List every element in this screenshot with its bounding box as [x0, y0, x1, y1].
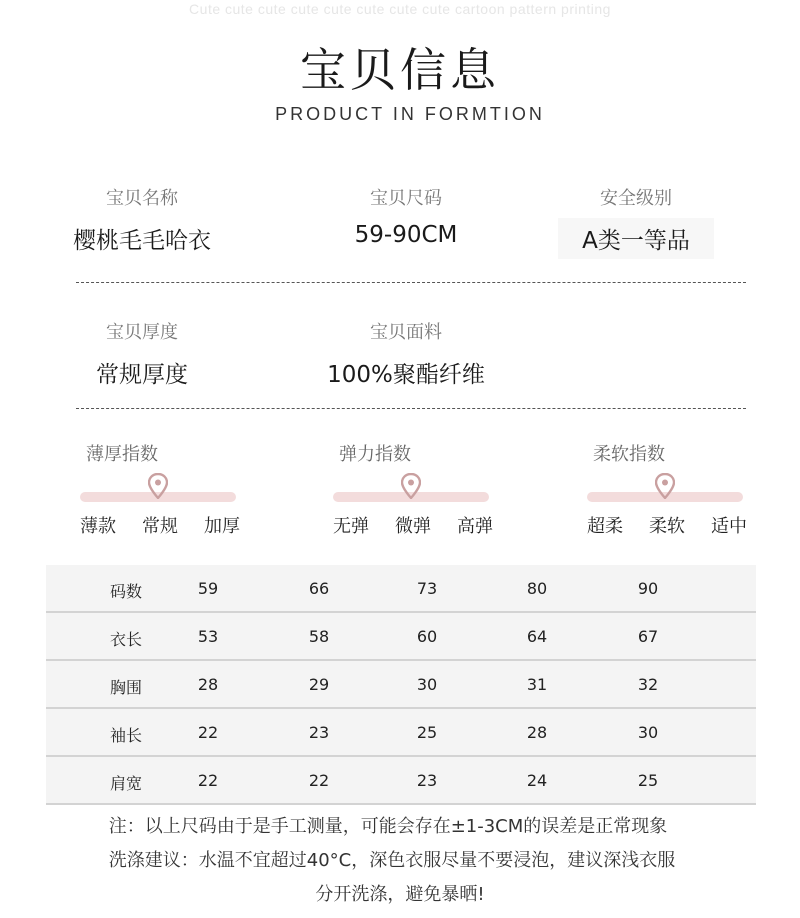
table-cell: 32 [637, 675, 659, 694]
info-fabric [316, 318, 496, 389]
info-thickness-label: 宝贝厚度 [106, 322, 178, 343]
index-elasticity-label: 弹力指数 [339, 444, 411, 465]
index-option: 超柔 [587, 516, 623, 537]
table-cell: 53 [197, 627, 219, 646]
divider [76, 408, 746, 409]
info-size [326, 184, 486, 248]
table-cell: 90 [637, 579, 659, 598]
size-table [46, 565, 756, 805]
info-name-label: 宝贝名称 [106, 188, 178, 209]
watermark-text: Cute cute cute cute cute cute cute cute cartoon pattern printing [189, 1, 611, 17]
table-cell: 30 [637, 723, 659, 742]
index-option: 适中 [711, 516, 747, 537]
table-cell: 28 [526, 723, 548, 742]
table-row [46, 661, 756, 709]
index-thickness [80, 440, 250, 537]
info-thickness-value: 常规厚度 [96, 362, 188, 388]
table-cell: 30 [416, 675, 438, 694]
table-cell: 22 [197, 723, 219, 742]
table-cell: 31 [526, 675, 548, 694]
index-elasticity [333, 440, 503, 537]
index-softness-label: 柔软指数 [593, 444, 665, 465]
table-row [46, 613, 756, 661]
table-row [46, 709, 756, 757]
divider [76, 282, 746, 283]
table-cell: 25 [416, 723, 438, 742]
table-cell: 29 [308, 675, 330, 694]
table-cell: 25 [637, 771, 659, 790]
table-row-header: 衣长 [109, 630, 142, 649]
table-row-header: 码数 [109, 582, 142, 601]
note-washing: 洗涤建议：水温不宜超过40°C，深色衣服尽量不要浸泡，建议深浅衣服 [108, 850, 676, 871]
page-title: 宝贝信息 [300, 43, 500, 97]
table-row-header: 袖长 [109, 726, 142, 745]
info-name-value: 樱桃毛毛哈衣 [73, 228, 211, 254]
index-option: 薄款 [80, 516, 116, 537]
location-pin-icon [401, 473, 421, 499]
table-cell: 22 [308, 771, 330, 790]
info-fabric-value: 100%聚酯纤维 [327, 362, 485, 388]
table-cell: 58 [308, 627, 330, 646]
table-row [46, 757, 756, 805]
index-option: 微弹 [395, 516, 431, 537]
index-thickness-label: 薄厚指数 [86, 444, 158, 465]
location-pin-icon [148, 473, 168, 499]
table-cell: 67 [637, 627, 659, 646]
page-subtitle: PRODUCT IN FORMTION [275, 104, 545, 124]
info-safety [556, 184, 716, 259]
info-thickness [62, 318, 222, 389]
index-softness [587, 440, 757, 537]
location-pin-icon [655, 473, 675, 499]
info-fabric-label: 宝贝面料 [370, 322, 442, 343]
table-row [46, 565, 756, 613]
table-row-header: 胸围 [109, 678, 142, 697]
index-option: 高弹 [457, 516, 493, 537]
table-cell: 80 [526, 579, 548, 598]
table-cell: 22 [197, 771, 219, 790]
table-cell: 23 [308, 723, 330, 742]
info-safety-label: 安全级别 [600, 188, 672, 209]
table-cell: 73 [416, 579, 438, 598]
table-cell: 60 [416, 627, 438, 646]
index-option: 柔软 [649, 516, 685, 537]
index-option: 加厚 [204, 516, 240, 537]
note-measurement: 注：以上尺码由于是手工测量，可能会存在±1-3CM的误差是正常现象 [108, 816, 668, 837]
table-cell: 28 [197, 675, 219, 694]
table-row-header: 肩宽 [109, 774, 142, 793]
info-size-label: 宝贝尺码 [370, 188, 442, 209]
table-cell: 23 [416, 771, 438, 790]
table-cell: 66 [308, 579, 330, 598]
table-cell: 24 [526, 771, 548, 790]
info-name [62, 184, 222, 255]
info-safety-value: A类一等品 [558, 218, 714, 259]
note-washing-continued: 分开洗涤，避免暴晒! [315, 884, 485, 905]
info-size-value: 59-90CM [354, 222, 458, 248]
index-option: 无弹 [333, 516, 369, 537]
table-cell: 59 [197, 579, 219, 598]
table-cell: 64 [526, 627, 548, 646]
index-option: 常规 [142, 516, 178, 537]
